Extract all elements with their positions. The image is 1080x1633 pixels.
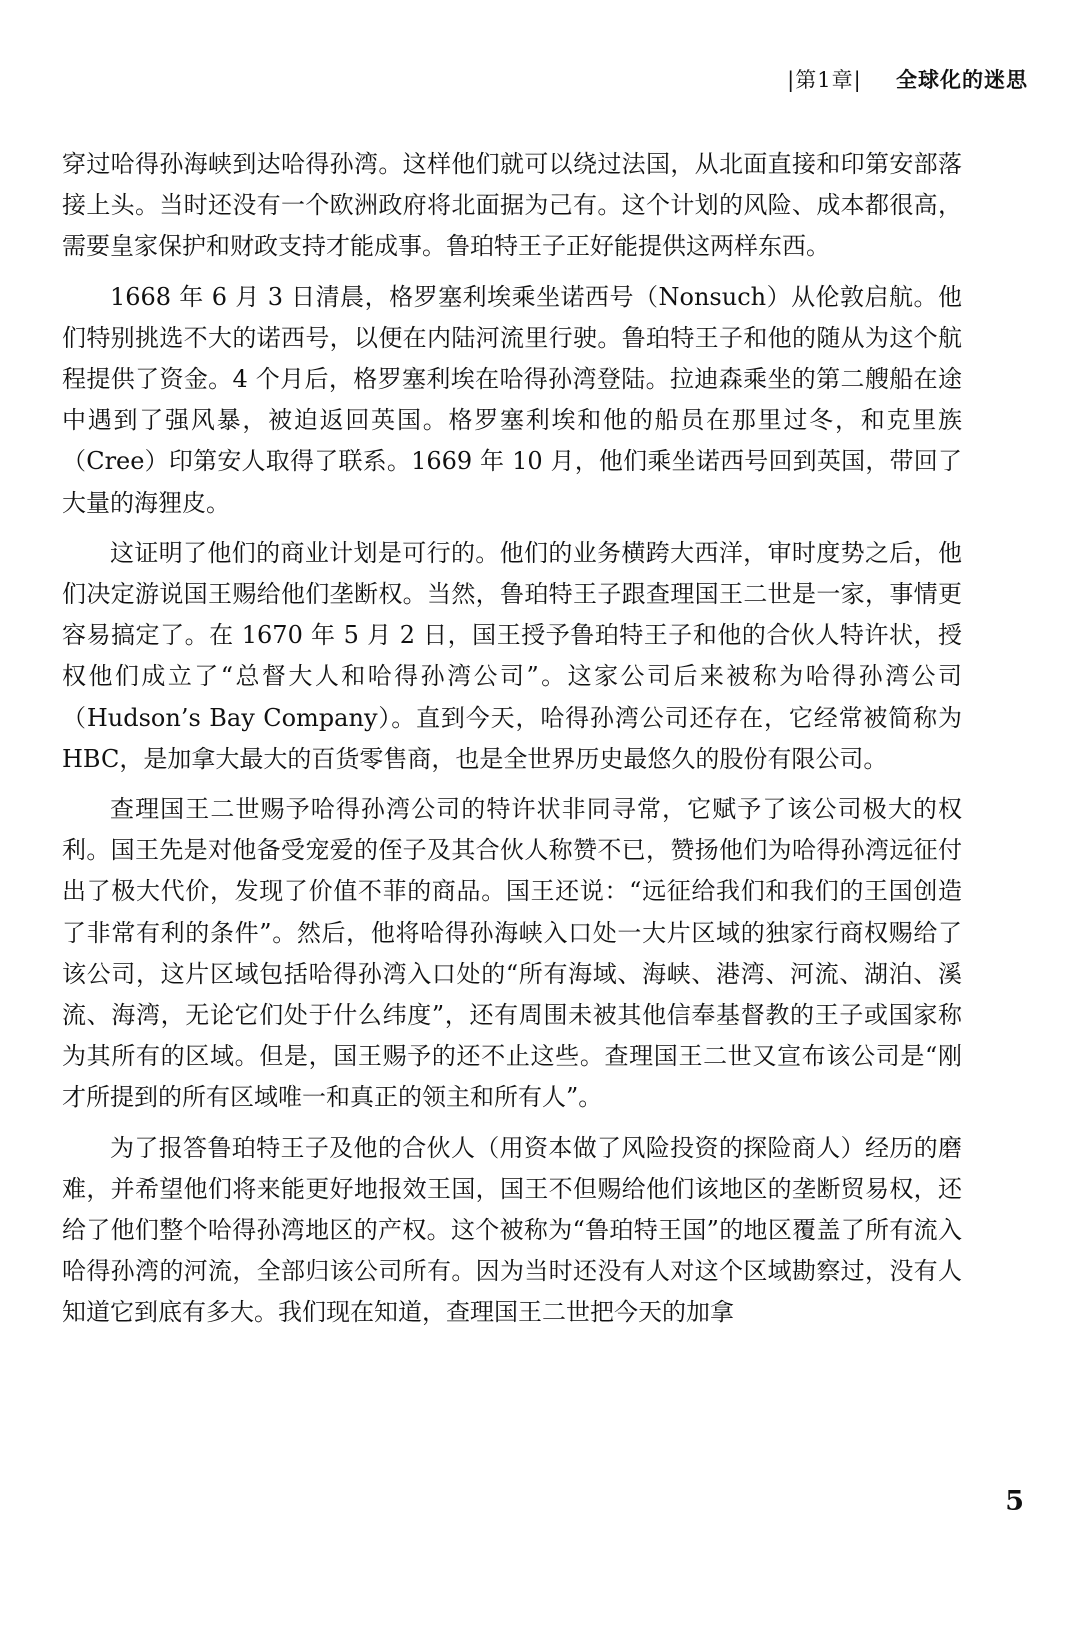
paragraph: 1668 年 6 月 3 日清晨，格罗塞利埃乘坐诺西号（Nonsuch）从伦敦启航。他们特别挑选不大的诺西号，以便在内陆河流里行驶。鲁珀特王子和他的随从为这个航程提供了资金。4 个月后，格罗塞利埃在哈得孙湾登陆。拉迪森乘坐的第二艘船在途中遇到了强风暴，被迫返回英国。格罗塞利埃和他的船员在那里过冬，和克里族（Cree）印第安人取得了联系。1669 年 10 月，他们乘坐诺西号回到英国，带回了大量的海狸皮。 xyxy=(62,282,962,517)
chapter-label: |第1章| xyxy=(787,68,862,92)
running-header xyxy=(787,64,1028,94)
body-text xyxy=(62,144,962,1343)
page-number: 5 xyxy=(1005,1486,1024,1517)
paragraph: 查理国王二世赐予哈得孙湾公司的特许状非同寻常，它赋予了该公司极大的权利。国王先是对他备受宠爱的侄子及其合伙人称赞不已，赞扬他们为哈得孙湾远征付出了极大代价，发现了价值不菲的商品。国王还说：“远征给我们和我们的王国创造了非常有利的条件”。然后，他将哈得孙海峡入口处一大片区域的独家行商权赐给了该公司，这片区域包括哈得孙湾入口处的“所有海域、海峡、港湾、河流、湖泊、溪流、海湾，无论它们处于什么纬度”，还有周围未被其他信奉基督教的王子或国家称为其所有的区域。但是，国王赐予的还不止这些。查理国王二世又宣布该公司是“刚才所提到的所有区域唯一和真正的领主和所有人”。 xyxy=(62,795,962,1112)
paragraph: 穿过哈得孙海峡到达哈得孙湾。这样他们就可以绕过法国，从北面直接和印第安部落接上头。当时还没有一个欧洲政府将北面据为己有。这个计划的风险、成本都很高，需要皇家保护和财政支持才能成事。鲁珀特王子正好能提供这两样东西。 xyxy=(62,150,962,261)
chapter-title: 全球化的迷思 xyxy=(896,67,1028,92)
paragraph: 为了报答鲁珀特王子及他的合伙人（用资本做了风险投资的探险商人）经历的磨难，并希望他们将来能更好地报效王国，国王不但赐给他们该地区的垄断贸易权，还给了他们整个哈得孙湾地区的产权。这个被称为“鲁珀特王国”的地区覆盖了所有流入哈得孙湾的河流，全部归该公司所有。因为当时还没有人对这个区域勘察过，没有人知道它到底有多大。我们现在知道，查理国王二世把今天的加拿 xyxy=(62,1133,962,1327)
paragraph: 这证明了他们的商业计划是可行的。他们的业务横跨大西洋，审时度势之后，他们决定游说国王赐给他们垄断权。当然，鲁珀特王子跟查理国王二世是一家，事情更容易搞定了。在 1670 年 5 月 2 日，国王授予鲁珀特王子和他的合伙人特许状，授权他们成立了“总督大人和哈得孙湾公司”。这家公司后来被称为哈得孙湾公司（Hudson’s Bay Company）。直到今天，哈得孙湾公司还存在，它经常被简称为 HBC，是加拿大最大的百货零售商，也是全世界历史最悠久的股份有限公司。 xyxy=(62,538,962,773)
